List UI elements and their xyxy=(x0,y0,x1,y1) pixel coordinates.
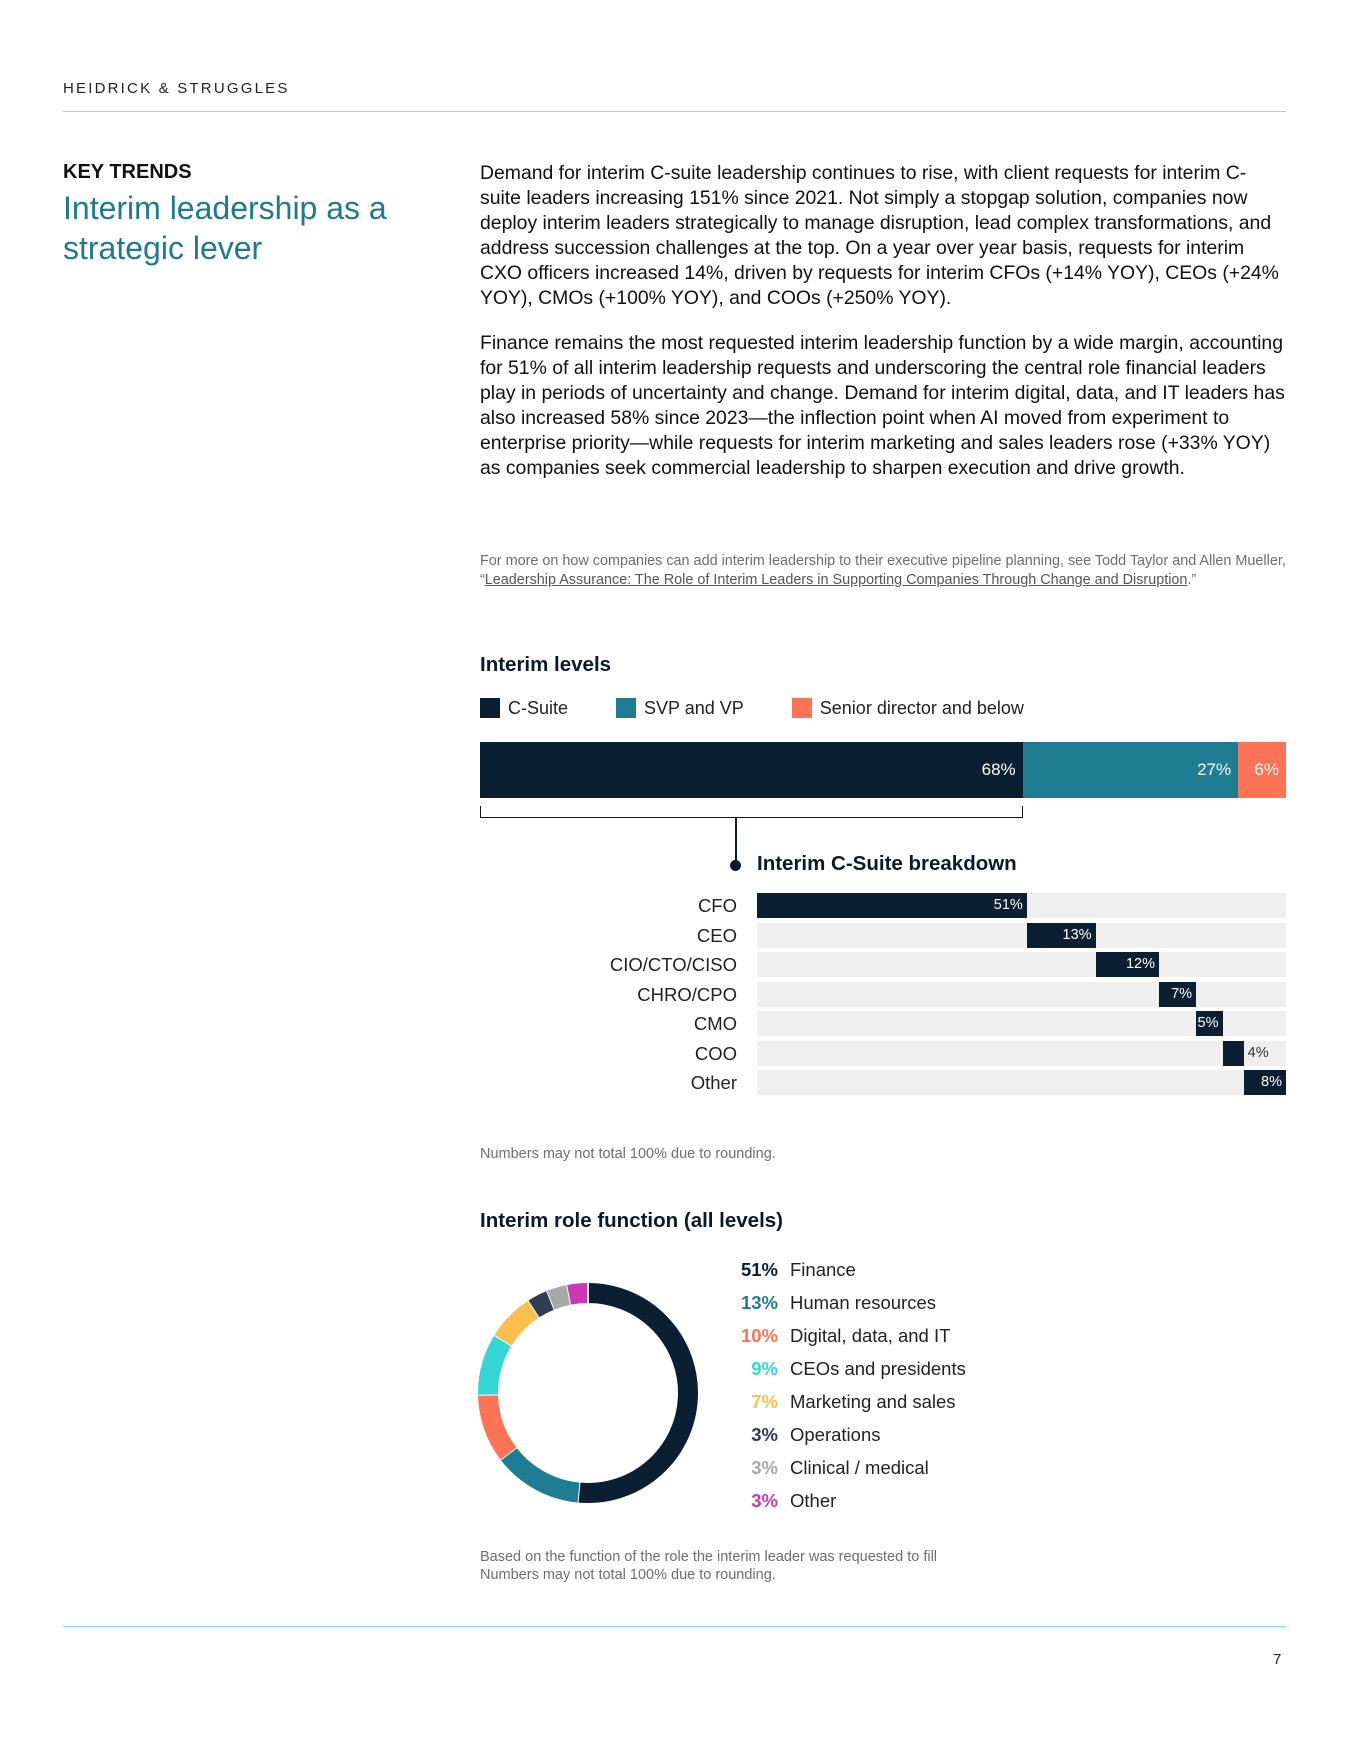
function-footnote-2: Numbers may not total 100% due to rounding. xyxy=(480,1567,776,1583)
legend-label-c-suite: C-Suite xyxy=(508,697,569,718)
article-link[interactable]: Leadership Assurance: The Role of Interim Leaders in Supporting Companies Through Change and Disruption xyxy=(484,572,1188,588)
page-number: 7 xyxy=(1273,1651,1282,1668)
donut-slice xyxy=(503,1309,534,1340)
function-name: Marketing and sales xyxy=(790,1390,956,1412)
breakdown-bar: 13% xyxy=(1027,923,1096,948)
brand-wordmark: HEIDRICK & STRUGGLES xyxy=(63,80,290,97)
breakdown-track xyxy=(757,1041,1286,1066)
breakdown-bar: 12% xyxy=(1096,952,1159,977)
breakdown-bar: 5% xyxy=(1196,1011,1222,1036)
segment-senior-director: 6% xyxy=(1238,742,1286,798)
function-name: Human resources xyxy=(790,1291,937,1313)
donut-slice xyxy=(551,1295,569,1300)
donut-slice xyxy=(578,1293,688,1493)
page-headline: Interim leadership as a strategic lever xyxy=(63,190,387,266)
function-donut-chart xyxy=(478,1283,698,1503)
breakdown-track xyxy=(757,1070,1286,1095)
function-name: Clinical / medical xyxy=(790,1456,929,1478)
function-legend-row xyxy=(720,1253,966,1286)
levels-chart-title: Interim levels xyxy=(480,653,612,676)
function-legend-row xyxy=(720,1451,966,1484)
c-suite-bracket xyxy=(480,806,1023,818)
function-percent: 7% xyxy=(751,1390,778,1412)
connector-dot xyxy=(730,860,741,871)
function-legend-row xyxy=(720,1352,966,1385)
function-legend-row xyxy=(720,1484,966,1517)
breakdown-category-label: CFO xyxy=(697,895,737,916)
breakdown-category-label: CEO xyxy=(696,924,737,946)
body-text xyxy=(480,161,1286,501)
donut-slice xyxy=(488,1395,508,1454)
function-percent: 13% xyxy=(740,1291,778,1313)
breakdown-row xyxy=(480,1070,1286,1095)
breakdown-bar: 7% xyxy=(1159,982,1196,1007)
breakdown-track xyxy=(757,952,1286,977)
donut-slice xyxy=(569,1293,588,1295)
legend-label-senior-director: Senior director and below xyxy=(819,697,1024,718)
function-percent: 10% xyxy=(740,1324,778,1346)
legend-swatch-svp-vp xyxy=(616,698,636,718)
breakdown-track xyxy=(757,982,1286,1007)
segment-c-suite: 68% xyxy=(480,742,1023,798)
function-name: CEOs and presidents xyxy=(790,1357,966,1379)
function-percent: 51% xyxy=(740,1258,778,1280)
header-rule xyxy=(63,111,1286,112)
function-percent: 3% xyxy=(751,1489,778,1511)
breakdown-category-label: CHRO/CPO xyxy=(637,983,737,1005)
body-paragraph-1: Demand for interim C-suite leadership continues to rise, with client requests for interim C-suite leaders increasing 151% since 2021. Not simply a stopgap solution, companies now deploy interim leaders strategically to manage disruption, lead complex transformations, and address succession challenges at the top. On a year over year basis, requests for interim CXO officers increased 14%, driven by requests for interim CFOs (+14% YOY), CEOs (+24% YOY), CMOs (+100% YOY), and COOs (+250% YOY). xyxy=(480,162,1279,309)
breakdown-value-label: 4% xyxy=(1247,1044,1269,1061)
donut-slice xyxy=(534,1300,551,1309)
breakdown-row xyxy=(480,982,1286,1007)
breakdown-track xyxy=(757,893,1286,918)
legend-item-c-suite xyxy=(480,698,568,719)
breakdown-bar: 8% xyxy=(1244,1070,1286,1095)
function-chart-title: Interim role function (all levels) xyxy=(480,1209,784,1232)
breakdown-footnote: Numbers may not total 100% due to rounding. xyxy=(480,1146,776,1162)
function-legend-row xyxy=(720,1418,966,1451)
legend-swatch-senior-director xyxy=(792,698,812,718)
function-percent: 3% xyxy=(751,1456,778,1478)
legend-item-senior-director xyxy=(792,698,1024,719)
breakdown-bar: 51% xyxy=(757,893,1027,918)
breakdown-row xyxy=(480,893,1286,918)
breakdown-track xyxy=(757,923,1286,948)
breakdown-category-label: Other xyxy=(690,1072,737,1093)
breakdown-category-label: COO xyxy=(694,1042,737,1064)
breakdown-row xyxy=(480,923,1286,948)
function-legend-row xyxy=(720,1286,966,1319)
function-name: Operations xyxy=(790,1423,881,1445)
body-paragraph-2: Finance remains the most requested interim leadership function by a wide margin, accounting for 51% of all interim leadership requests and underscoring the central role financial leaders play in periods of uncertainty and change. Demand for interim digital, data, and IT leaders has also increased 58% since 2023—the inflection point when AI moved from experiment to enterprise priority—while requests for interim marketing and sales leaders rose (+33% YOY) as companies seek commercial leadership to sharpen execution and drive growth. xyxy=(480,332,1285,479)
section-kicker: KEY TRENDS xyxy=(63,161,192,183)
levels-stacked-bar xyxy=(480,742,1286,798)
legend-item-svp-vp xyxy=(616,698,744,719)
breakdown-category-label: CIO/CTO/CISO xyxy=(609,954,737,975)
function-percent: 3% xyxy=(751,1423,778,1445)
legend-label-svp-vp: SVP and VP xyxy=(644,697,744,718)
segment-svp-vp: 27% xyxy=(1023,742,1238,798)
breakdown-bar xyxy=(1223,1041,1244,1066)
note-prefix: For more on how companies can add interim leadership to their executive pipeline planning, see Todd Taylor and Allen Mueller, “ xyxy=(480,553,1286,588)
function-name: Other xyxy=(790,1489,837,1511)
legend-swatch-c-suite xyxy=(480,698,500,718)
donut-slice xyxy=(488,1340,503,1394)
levels-legend xyxy=(480,697,1072,719)
function-legend-row xyxy=(720,1319,966,1352)
bracket-connector xyxy=(735,818,737,862)
breakdown-category-label: CMO xyxy=(693,1013,737,1034)
breakdown-track xyxy=(757,1011,1286,1036)
function-footnote-1: Based on the function of the role the interim leader was requested to fill xyxy=(480,1549,938,1565)
function-legend xyxy=(720,1253,966,1517)
further-reading-note xyxy=(480,552,1286,590)
function-legend-row xyxy=(720,1385,966,1418)
breakdown-row xyxy=(480,1041,1286,1066)
function-percent: 9% xyxy=(751,1357,778,1379)
donut-slice xyxy=(508,1454,578,1493)
function-name: Digital, data, and IT xyxy=(790,1324,951,1346)
breakdown-chart-title: Interim C-Suite breakdown xyxy=(757,852,1017,875)
note-suffix: .” xyxy=(1187,572,1197,588)
breakdown-row xyxy=(480,952,1286,977)
footer-rule xyxy=(63,1626,1286,1627)
breakdown-row xyxy=(480,1011,1286,1036)
function-name: Finance xyxy=(790,1258,856,1280)
